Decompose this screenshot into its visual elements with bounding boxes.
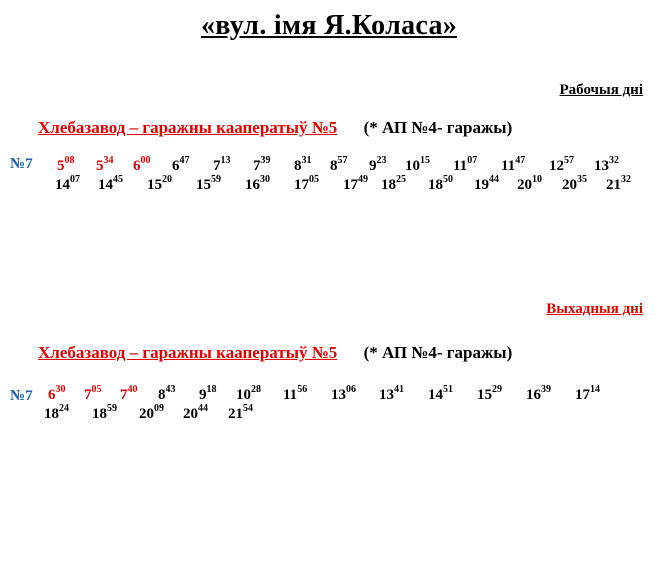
departure-minute: 47 [515, 155, 526, 166]
departure-hour: 20 [562, 177, 577, 193]
departure-minute: 15 [420, 155, 430, 166]
departure-minute: 41 [394, 384, 404, 395]
departure-hour: 6 [172, 158, 180, 174]
route-number-weekends: №7 [10, 388, 33, 404]
departure-minute: 14 [590, 384, 600, 395]
route-note: (* АП №4- гаражы) [363, 343, 513, 362]
departure-minute: 10 [532, 174, 542, 185]
departure-hour: 12 [549, 158, 564, 174]
departure-hour: 15 [196, 177, 211, 193]
departure-time [562, 174, 587, 194]
departure-time [139, 403, 164, 423]
departure-hour: 20 [183, 406, 198, 422]
departure-hour: 9 [199, 387, 207, 403]
departure-minute: 49 [358, 174, 368, 185]
departure-hour: 13 [594, 158, 609, 174]
departure-time [283, 384, 308, 404]
departure-hour: 10 [236, 387, 251, 403]
departure-minute: 13 [220, 155, 231, 166]
departure-minute: 40 [127, 384, 138, 395]
departure-minute: 30 [260, 174, 270, 185]
departure-hour: 10 [405, 158, 420, 174]
departure-hour: 5 [57, 158, 65, 174]
departure-hour: 7 [84, 387, 92, 403]
departure-time [253, 155, 271, 175]
departure-minute: 32 [621, 174, 631, 185]
departure-hour: 20 [139, 406, 154, 422]
departure-minute: 59 [107, 403, 117, 414]
departure-minute: 57 [564, 155, 574, 166]
departure-minute: 20 [162, 174, 172, 185]
departure-time [369, 155, 387, 175]
departure-time [453, 155, 478, 175]
departure-hour: 6 [48, 387, 56, 403]
departure-hour: 21 [228, 406, 243, 422]
departure-hour: 14 [428, 387, 443, 403]
departure-minute: 50 [443, 174, 453, 185]
departure-time [428, 174, 453, 194]
departure-hour: 18 [381, 177, 396, 193]
departure-minute: 44 [198, 403, 208, 414]
departure-minute: 47 [179, 155, 190, 166]
departure-minute: 24 [59, 403, 69, 414]
departure-minute: 57 [337, 155, 348, 166]
departure-hour: 20 [517, 177, 532, 193]
departure-time [428, 384, 453, 404]
departure-minute: 05 [309, 174, 319, 185]
departure-hour: 9 [369, 158, 377, 174]
departure-hour: 13 [379, 387, 394, 403]
departure-time [343, 174, 368, 194]
departure-time [549, 155, 574, 175]
departure-time [98, 174, 123, 194]
departure-hour: 11 [283, 387, 298, 403]
departure-minute: 39 [541, 384, 551, 395]
departure-time [606, 174, 631, 194]
route-note: (* АП №4- гаражы) [363, 118, 513, 137]
departure-minute: 30 [55, 384, 66, 395]
departure-hour: 7 [120, 387, 128, 403]
departure-minute: 28 [251, 384, 261, 395]
departure-time [199, 384, 217, 404]
departure-hour: 19 [474, 177, 489, 193]
departure-minute: 51 [443, 384, 453, 395]
departure-time [84, 384, 102, 404]
departure-minute: 32 [609, 155, 619, 166]
departure-hour: 15 [147, 177, 162, 193]
departure-hour: 16 [245, 177, 260, 193]
departure-minute: 07 [70, 174, 80, 185]
departure-time [477, 384, 502, 404]
departure-minute: 44 [489, 174, 499, 185]
departure-hour: 6 [133, 158, 141, 174]
departure-hour: 8 [158, 387, 166, 403]
departure-hour: 13 [331, 387, 346, 403]
departure-time [92, 403, 117, 423]
departure-time [379, 384, 404, 404]
departure-minute: 45 [113, 174, 123, 185]
departure-minute: 59 [211, 174, 221, 185]
departure-time [48, 384, 66, 404]
departure-time [501, 155, 526, 175]
departure-time [236, 384, 261, 404]
departure-minute: 05 [91, 384, 102, 395]
departure-time [526, 384, 551, 404]
departure-hour: 17 [343, 177, 358, 193]
route-title-weekends [38, 343, 512, 363]
departure-minute: 00 [140, 155, 151, 166]
departure-minute: 31 [301, 155, 312, 166]
route-title-weekdays [38, 118, 512, 138]
departure-time [133, 155, 151, 175]
departure-time [294, 174, 319, 194]
departure-time [228, 403, 253, 423]
departure-time [594, 155, 619, 175]
departure-hour: 18 [428, 177, 443, 193]
departure-time [213, 155, 231, 175]
departure-hour: 14 [55, 177, 70, 193]
departure-hour: 14 [98, 177, 113, 193]
departure-minute: 34 [103, 155, 114, 166]
departure-minute: 23 [376, 155, 387, 166]
departure-hour: 15 [477, 387, 492, 403]
departure-minute: 08 [64, 155, 75, 166]
departure-time [183, 403, 208, 423]
departure-time [57, 155, 75, 175]
departure-hour: 21 [606, 177, 621, 193]
departure-time [55, 174, 80, 194]
day-label-weekdays: Рабочыя дні [559, 82, 643, 98]
departure-time [575, 384, 600, 404]
departure-minute: 09 [154, 403, 164, 414]
departure-minute: 18 [206, 384, 217, 395]
departure-hour: 7 [213, 158, 221, 174]
departure-minute: 06 [346, 384, 356, 395]
route-name: Хлебазавод – гаражны кааператыў №5 [38, 343, 338, 362]
departure-minute: 54 [243, 403, 253, 414]
departure-hour: 17 [294, 177, 309, 193]
departure-minute: 07 [467, 155, 478, 166]
departure-minute: 35 [577, 174, 587, 185]
departure-minute: 39 [260, 155, 271, 166]
departure-minute: 56 [297, 384, 308, 395]
departure-hour: 8 [294, 158, 302, 174]
departure-hour: 17 [575, 387, 590, 403]
departure-minute: 25 [396, 174, 406, 185]
departure-time [147, 174, 172, 194]
departure-hour: 7 [253, 158, 261, 174]
departure-minute: 43 [165, 384, 176, 395]
departure-hour: 16 [526, 387, 541, 403]
departure-time [120, 384, 138, 404]
departure-minute: 29 [492, 384, 502, 395]
departure-hour: 11 [501, 158, 516, 174]
departure-time [405, 155, 430, 175]
departure-hour: 5 [96, 158, 104, 174]
departure-hour: 18 [44, 406, 59, 422]
departure-time [158, 384, 176, 404]
route-name: Хлебазавод – гаражны кааператыў №5 [38, 118, 338, 137]
day-label-weekends: Выхадныя дні [546, 301, 643, 317]
departure-time [196, 174, 221, 194]
departure-time [96, 155, 114, 175]
departure-time [294, 155, 312, 175]
departure-hour: 11 [453, 158, 468, 174]
departure-time [381, 174, 406, 194]
departure-time [517, 174, 542, 194]
departure-time [330, 155, 348, 175]
departure-hour: 18 [92, 406, 107, 422]
departure-hour: 8 [330, 158, 338, 174]
departure-time [245, 174, 270, 194]
departure-time [44, 403, 69, 423]
departure-time [474, 174, 499, 194]
route-number-weekdays: №7 [10, 156, 33, 172]
departure-time [331, 384, 356, 404]
departure-time [172, 155, 190, 175]
page-title: «вул. імя Я.Коласа» [200, 10, 458, 41]
